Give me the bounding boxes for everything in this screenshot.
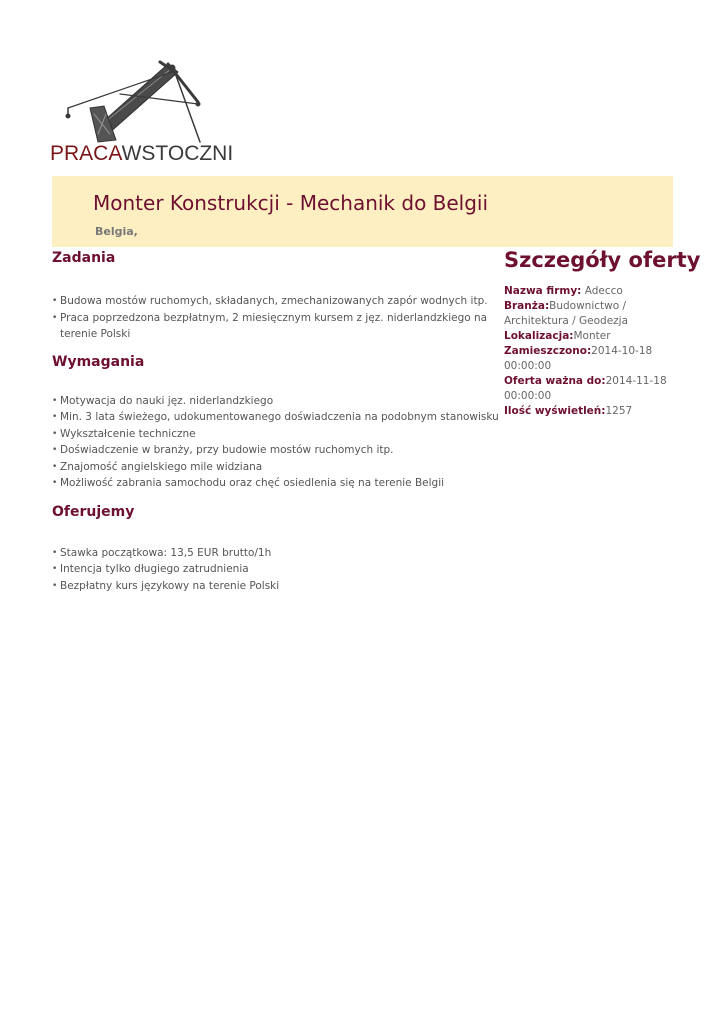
job-location: Belgia,	[95, 225, 138, 238]
site-logo[interactable]	[50, 58, 240, 168]
detail-row-posted	[504, 344, 672, 374]
job-title: Monter Konstrukcji - Mechanik do Belgii	[93, 191, 489, 215]
detail-value: Adecco	[581, 285, 623, 297]
job-header	[52, 176, 673, 247]
detail-value: 2014-10-18 00:00:00	[504, 345, 653, 372]
list-item: • Możliwość zabrania samochodu oraz chęć osiedlenia się na terenie Belgii	[52, 475, 502, 492]
detail-value: Budownictwo / Architektura / Geodezja	[504, 300, 629, 327]
list-item: • Znajomość angielskiego mile widziana	[52, 459, 502, 476]
logo-part-praca: PRACA	[50, 142, 122, 165]
list-item: • Bezpłatny kurs językowy na terenie Polski	[52, 578, 502, 595]
section-heading-wymagania: Wymagania	[52, 353, 145, 370]
list-item: • Doświadczenie w branży, przy budowie mostów ruchomych itp.	[52, 442, 502, 459]
detail-label: Branża:	[504, 300, 550, 312]
detail-row-views	[504, 404, 672, 419]
crane-icon	[60, 58, 220, 144]
detail-label: Oferta ważna do:	[504, 375, 606, 387]
detail-value: Monter	[573, 330, 611, 342]
list-item: • Motywacja do nauki jęz. niderlandzkiego	[52, 393, 502, 410]
detail-label: Lokalizacja:	[504, 330, 574, 342]
list-item: • Min. 3 lata świeżego, udokumentowanego doświadczenia na podobnym stanowisku	[52, 409, 502, 426]
detail-row-valid-until	[504, 374, 672, 404]
offer-details	[504, 248, 701, 419]
detail-value: 2014-11-18 00:00:00	[504, 375, 667, 402]
detail-row-company	[504, 284, 672, 299]
list-item: • Stawka początkowa: 13,5 EUR brutto/1h	[52, 545, 502, 562]
list-item: • Intencja tylko długiego zatrudnienia	[52, 561, 502, 578]
list-wymagania	[52, 393, 502, 492]
logo-part-wstoczni: WSTOCZNI	[121, 142, 234, 165]
job-description	[52, 250, 502, 594]
section-heading-zadania: Zadania	[52, 250, 116, 266]
detail-value: 1257	[605, 405, 633, 417]
list-item: • Budowa mostów ruchomych, składanych, zmechanizowanych zapór wodnych itp.	[52, 293, 502, 310]
list-item: • Praca poprzedzona bezpłatnym, 2 miesięcznym kursem z jęz. niderlandzkiego na terenie Polski	[52, 310, 502, 343]
detail-row-location	[504, 329, 672, 344]
list-zadania	[52, 293, 502, 343]
list-oferujemy	[52, 545, 502, 595]
logo-wordmark	[50, 142, 233, 166]
list-item: • Wykształcenie techniczne	[52, 426, 502, 443]
detail-label: Ilość wyświetleń:	[504, 405, 606, 417]
detail-label: Nazwa firmy:	[504, 285, 582, 297]
offer-details-title: Szczegóły oferty	[504, 248, 701, 272]
detail-label: Zamieszczono:	[504, 345, 592, 357]
section-heading-oferujemy: Oferujemy	[52, 503, 135, 520]
detail-row-industry	[504, 299, 672, 329]
